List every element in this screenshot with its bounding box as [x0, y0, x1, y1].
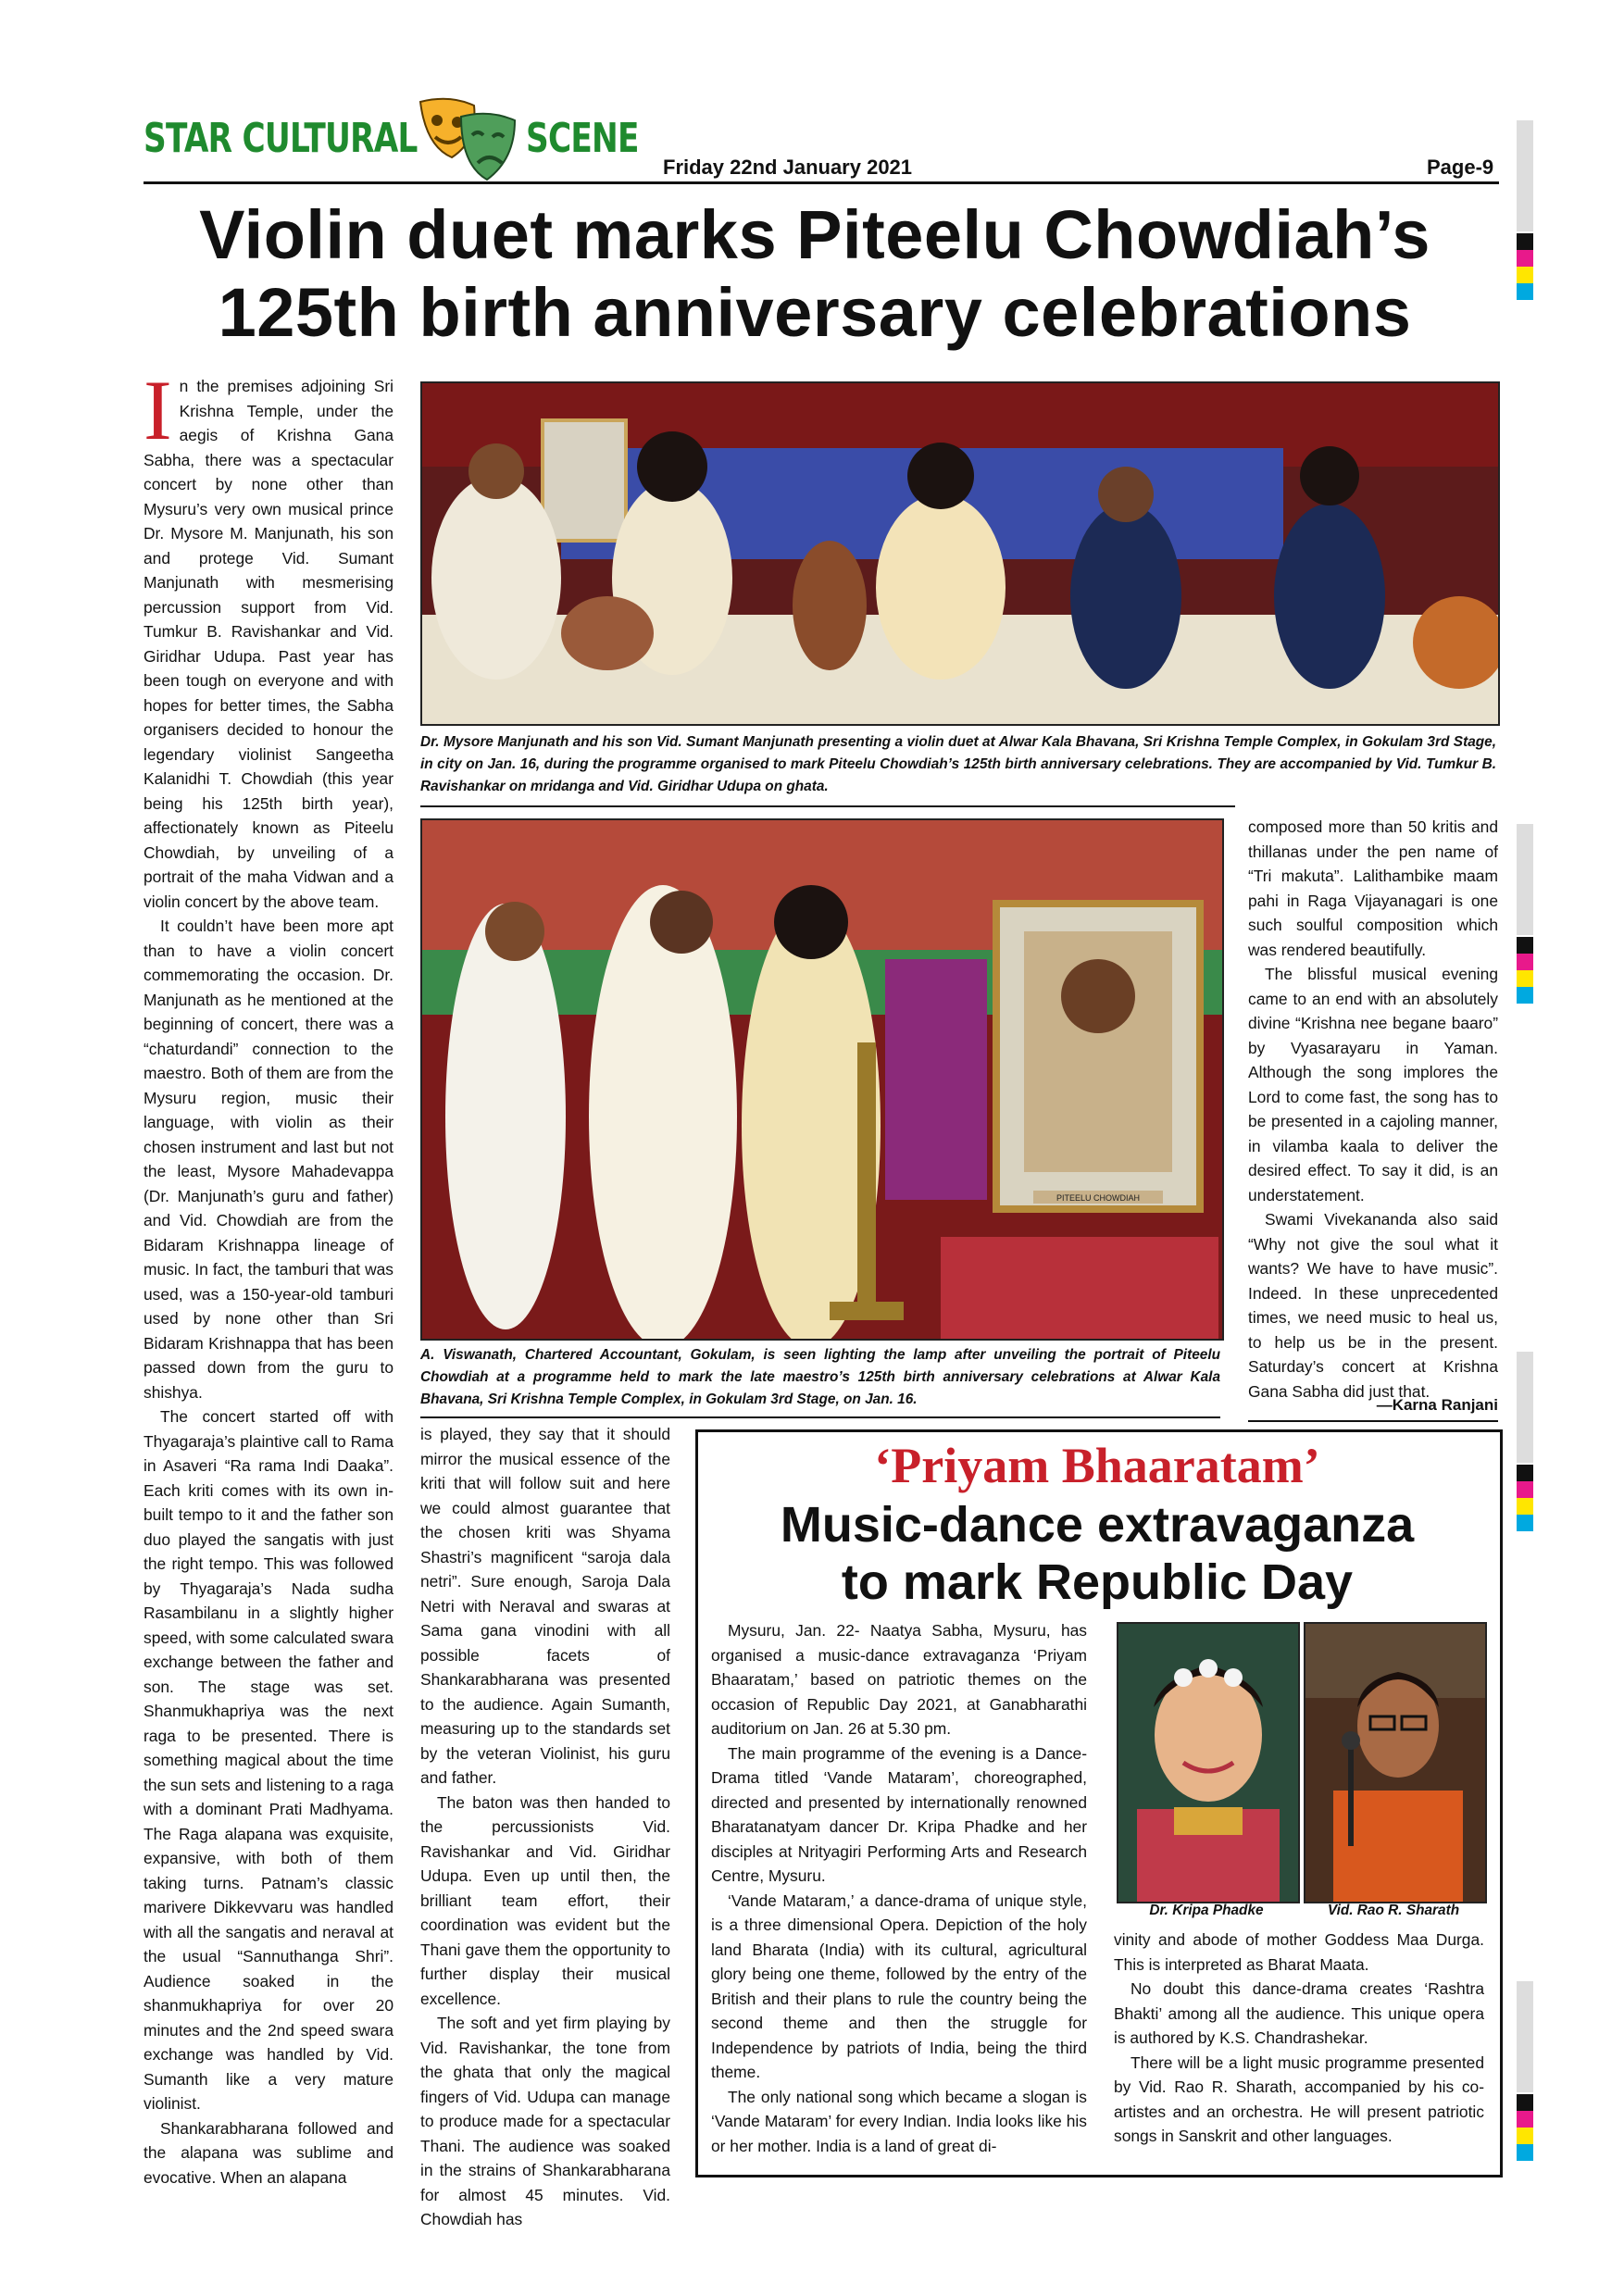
theatre-masks-icon [413, 93, 522, 185]
article-column-3 [1248, 815, 1498, 1404]
paragraph: Shankarabharana followed and the alapana was sublime and evocative. When an alapana [144, 2118, 394, 2187]
article2-column-left [711, 1618, 1087, 2158]
color-registration-marks [1517, 1465, 1533, 1531]
paragraph: composed more than 50 kritis and thillanas under the pen name of “Tri makuta”. Lalithambike maam pahi in Raga Vijayanagari is one such soulful composition which was rendered beautifully. [1248, 817, 1498, 959]
paragraph: The blissful musical evening came to an end with an absolutely divine “Krishna nee begane baaro” by Vyasarayaru in Yaman. Although the song implores the Lord to come fast, the song has to be presented in a cajoling manner, in vilamba kaala to deliver the desired effect. To say it did, is an understatement. [1248, 965, 1498, 1204]
article-headline [111, 196, 1518, 352]
kripa-phadke-caption: Dr. Kripa Phadke [1149, 1903, 1264, 1918]
concert-photo-caption: Dr. Mysore Manjunath and his son Vid. Sumant Manjunath presenting a violin duet at Alwar Kala Bhavana, Sri Krishna Temple Complex, in Gokulam 3rd Stage, in city on Jan. 16, during the programme organised to mark Piteelu Chowdiah’s 125th birth anniversary celebrations. They are accompanied by Vid. Tumkur B. Ravishankar on mridanga and Vid. Giridhar Udupa on ghata. [420, 734, 1496, 794]
color-registration-marks [1517, 233, 1533, 300]
color-registration-marks [1517, 2094, 1533, 2161]
paragraph: Swami Vivekananda also said “Why not give the soul what it wants? We have to have music”. Indeed. In these unprecedented times, we need music to heal us, to help us be in the present. Saturday’s concert at Krishna Gana Sabha did just that. [1248, 1210, 1498, 1401]
article2-column-right [1114, 1928, 1484, 2149]
paragraph: No doubt this dance-drama creates ‘Rashtra Bhakti’ among all the audience. This unique opera is authored by K.S. Chandrashekar. [1114, 1979, 1484, 2047]
article-column-1 [144, 363, 394, 2190]
paragraph: The soft and yet firm playing by Vid. Ravishankar, the tone from the ghata that only the magical fingers of Vid. Udupa can manage to produce made for a spectacular Thani. The audience was soaked in the strains of Shankarabharana for almost 45 minutes. Vid. Chowdiah has [420, 2014, 670, 2228]
paragraph: There will be a light music programme presented by Vid. Rao R. Sharath, accompanied by his co-artistes and an orchestra. He will present patriotic songs in Sanskrit and other languages. [1114, 2053, 1484, 2145]
article2-headline [698, 1496, 1496, 1611]
caption-rule [420, 1416, 1220, 1418]
article-column-2 [420, 1422, 670, 2232]
paragraph: The only national song which became a slogan is ‘Vande Mataram’ for every Indian. India looks like his or her mother. India is a land of great di- [711, 2087, 1087, 2155]
caption-rule [420, 805, 1235, 807]
section-title-left: STAR CULTURAL [144, 115, 418, 162]
article-byline: —Karna Ranjani [1376, 1396, 1498, 1414]
issue-date: Friday 22nd January 2021 [663, 156, 913, 179]
article2-headline-line-1: Music-dance extravaganza [780, 1497, 1415, 1553]
lamp-photo-caption: A. Viswanath, Chartered Accountant, Gokulam, is seen lighting the lamp after unveiling the portrait of Piteelu Chowdiah at a programme held to mark the late maestro’s 125th birth anniversary celebrations at Alwar Kala Bhavana, Sri Krishna Temple Complex, in Gokulam 3rd Stage, on Jan. 16. [420, 1347, 1220, 1407]
byline-rule [1248, 1420, 1498, 1422]
article2-kicker: ‘Priyam Bhaaratam’ [874, 1438, 1320, 1493]
registration-bar-grey [1517, 824, 1533, 935]
page-number: Page-9 [1427, 156, 1494, 179]
section-title-right: SCENE [526, 115, 639, 162]
headline-line-1: Violin duet marks Piteelu Chowdiah’s [199, 196, 1430, 273]
lamp-lighting-photo [420, 818, 1224, 1341]
registration-bar-grey [1517, 1981, 1533, 2092]
color-registration-marks [1517, 937, 1533, 1004]
registration-bar-grey [1517, 1352, 1533, 1463]
article2-headline-line-2: to mark Republic Day [841, 1554, 1354, 1610]
paragraph: It couldn’t have been more apt than to have a violin concert commemorating the occasion. Dr. Manjunath as he mentioned at the beginning of concert, there was a “chaturdandi” connection to the maestro. Both of them are from the Mysuru region, music their language, with violin as their chosen instrument and last but not the least, Mysore Mahadevappa (Dr. Manjunath’s guru and father) and Vid. Chowdiah are from the Bidaram Krishnappa lineage of music. In fact, the tamburi that was used, was a 150-year-old tamburi used by none other than Sri Bidaram Krishnappa that has been passed down from the guru to shishya. [144, 917, 394, 1402]
header-rule [144, 181, 1499, 184]
paragraph: The concert started off with Thyagaraja’s plaintive call to Rama in Asaveri “Ra rama Indi Daaka”. Each kriti comes with its own in-built tempo to it and the father son duo played the sangatis with just the right tempo. This was followed by Thyagaraja’s Nada sudha Rasambilanu in a slightly higher speed, with some calculated swara exchange between the father and son. The stage was set. Shanmukhapriya was the next raga to be presented. There is something magical about the time the sun sets and listening to a raga with a dominant Prati Madhyama. The Raga alapana was exquisite, expansive, with both of them taking turns. Patnam’s classic marivere Dikkevvaru was handled with all the sangatis and neraval at the usual “Sannuthanga Shri”. Audience soaked in the shanmukhapriya for over 20 minutes and the 2nd speed swara exchange was handled by Vid. Sumanth like a very mature violinist. [144, 1407, 394, 2113]
paragraph: The main programme of the evening is a Dance-Drama titled ‘Vande Mataram’, choreographed, directed and presented by internationally renowned Bharatanatyam dancer Dr. Kripa Phadke and her disciples at Nrityagiri Performing Arts and Research Centre, Mysuru. [711, 1743, 1087, 1885]
rao-sharath-photo [1304, 1622, 1487, 1903]
portrait-label: PITEELU CHOWDIAH [1056, 1193, 1141, 1203]
concert-photo [420, 381, 1500, 726]
paragraph: is played, they say that it should mirror the musical essence of the kriti that will follow suit and here we could almost guarantee that the chosen kriti was Shyama Shastri’s magnificent “saroja dala netri”. Sure enough, Saroja Dala Netri with Neraval and swaras at Sama gana vinodini with all possible facets of Shankarabharana was presented to the audience. Again Sumanth, measuring up to the standards set by the veteran Violinist, his guru and father. [420, 1425, 670, 1787]
kripa-phadke-photo [1117, 1622, 1300, 1903]
rao-sharath-caption: Vid. Rao R. Sharath [1327, 1903, 1460, 1918]
registration-bar-grey [1517, 120, 1533, 231]
drop-cap: I [144, 363, 172, 457]
paragraph: ‘Vande Mataram,’ a dance-drama of unique style, is a three dimensional Opera. Depiction of the holy land Bharata (India) with its cultural, agricultural glory being one theme, followed by the entry of the British and their plans to rule the country being the second theme and then the struggle for Independence by patriots of India, being the third theme. [711, 1890, 1087, 2081]
paragraph: The baton was then handed to the percussionists Vid. Ravishankar and Vid. Giridhar Udupa. Even up until then, the brilliant team effort, their coordination was evident but the Thani gave them the opportunity to further display their musical excellence. [420, 1792, 670, 2008]
headline-line-2: 125th birth anniversary celebrations [218, 274, 1412, 351]
paragraph: vinity and abode of mother Goddess Maa Durga. This is interpreted as Bharat Maata. [1114, 1930, 1484, 1974]
paragraph: In the premises adjoining Sri Krishna Temple, under the aegis of Krishna Gana Sabha, there was a spectacular concert by none other than Mysuru’s very own musical prince Dr. Mysore M. Manjunath, his son and protege Vid. Sumant Manjunath with mesmerising percussion support from Vid. Tumkur B. Ravishankar and Vid. Giridhar Udupa. Past year has been tough on everyone and with hopes for better times, the Sabha organisers decided to honour the legendary violinist Sangeetha Kalanidhi T. Chowdiah (this year being his 125th birth year), affectionately known as Piteelu Chowdiah, by unveiling of a portrait of the maha Vidwan and a violin concert by the above team. [144, 363, 394, 911]
paragraph: Mysuru, Jan. 22- Naatya Sabha, Mysuru, has organised a music-dance extravaganza ‘Priyam Bhaaratam,’ based on patriotic themes on the occasion of Republic Day 2021, at Ganabharathi auditorium on Jan. 26 at 5.30 pm. [711, 1621, 1087, 1738]
